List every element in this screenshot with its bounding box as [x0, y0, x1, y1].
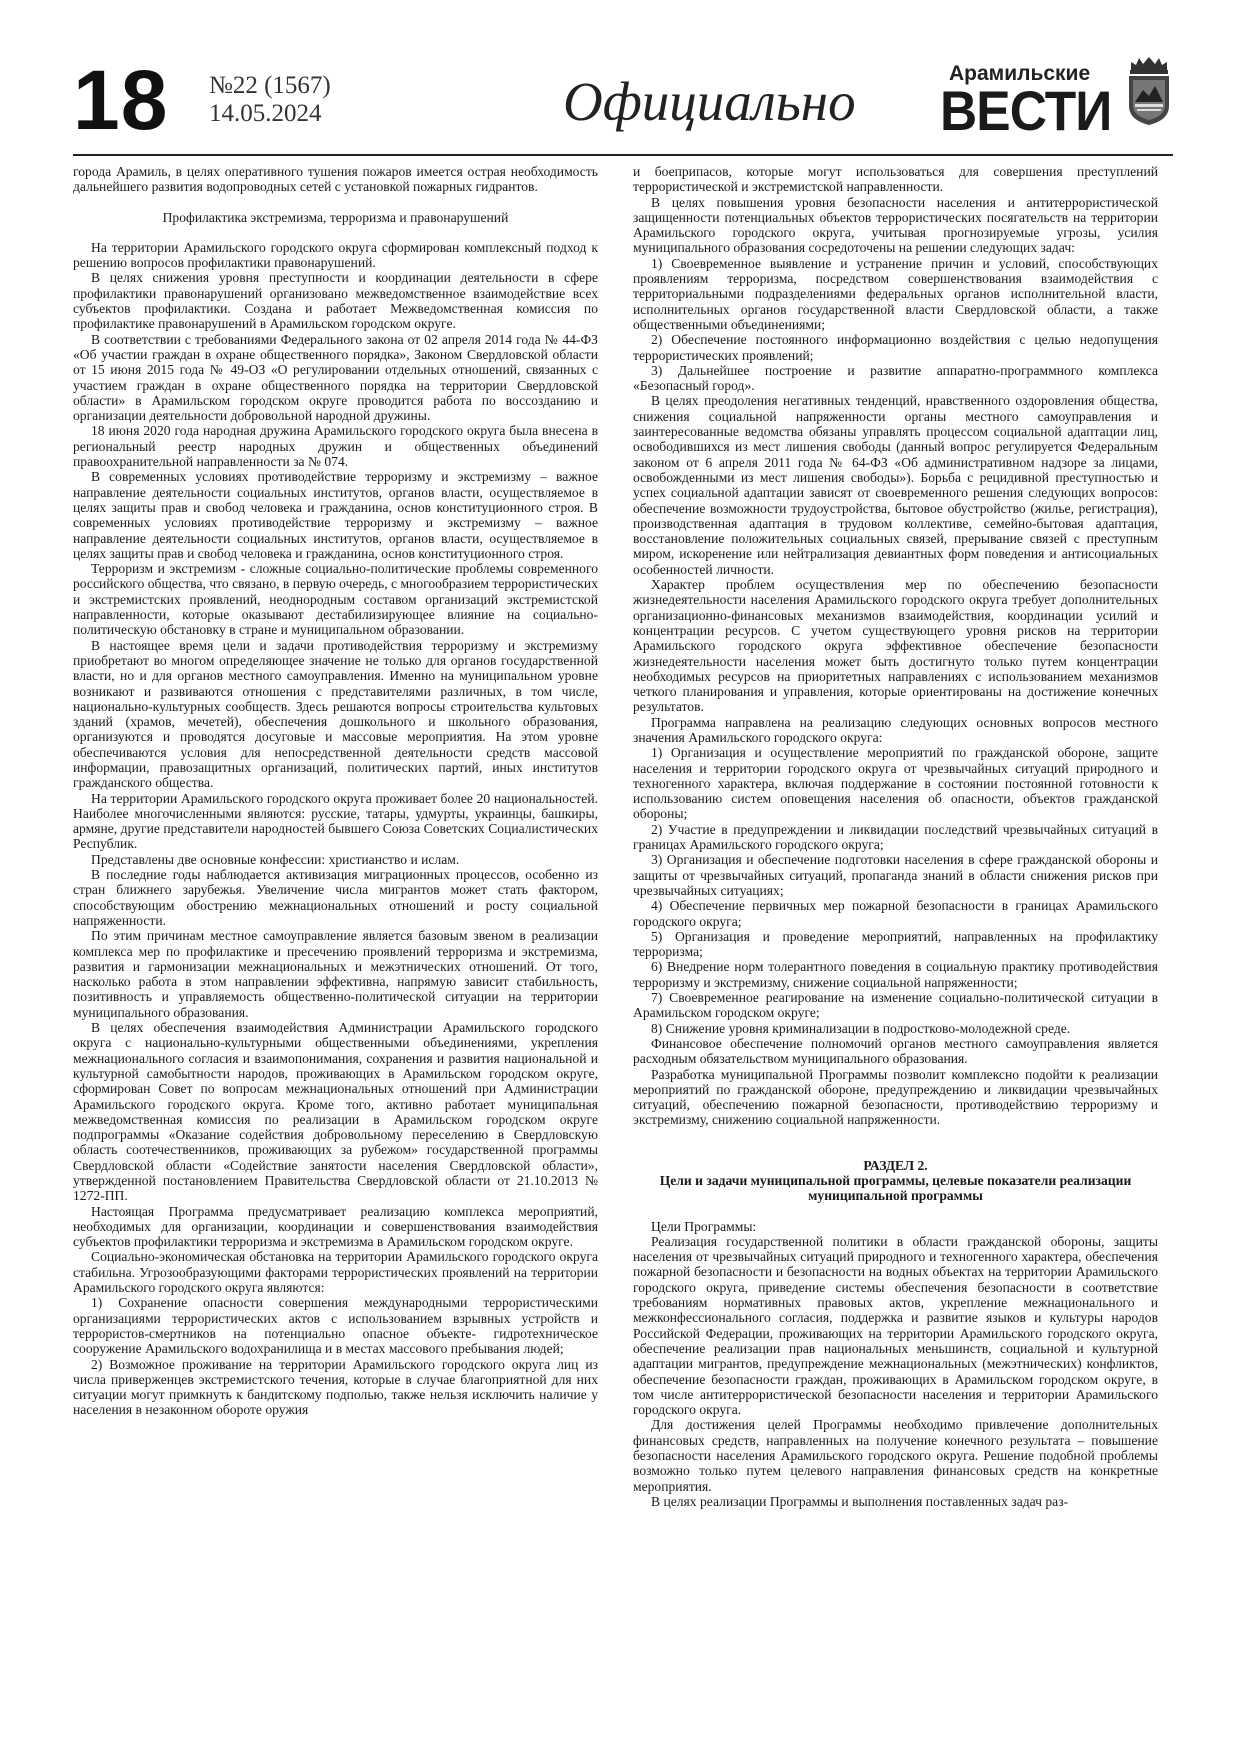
issue-number: №22 (1567): [209, 72, 331, 99]
paragraph: 8) Снижение уровня криминализации в подростково-молодежной среде.: [651, 1020, 1071, 1036]
paragraph: Социально-экономическая обстановка на территории Арамильского городского округа стабильна. Угрозообразующими факторами террористических проявлений на территории Арамильского городского округа являются:: [73, 1249, 598, 1296]
issue-date: 14.05.2024: [209, 100, 322, 127]
paragraph: 7) Своевременное реагирование на изменение социально-политической ситуации в Арамильском городском округе;: [633, 990, 1158, 1021]
left-intro: города Арамиль, в целях оперативного тушения пожаров имеется острая необходимость дальнейшего развития водопроводных сетей с установкой пожарных гидрантов.: [73, 164, 598, 195]
brand-top-line: Арамильские: [949, 62, 1091, 85]
paragraph: 5) Организация и проведение мероприятий, направленных на профилактику терроризма;: [633, 928, 1158, 960]
paragraph: В целях преодоления негативных тенденций, нравственного оздоровления общества, снижения социальной напряженности органы местного самоуправления и заинтересованные ведомства обязаны управлять процессом социальной адаптации лиц, освободившихся из мест лишения свободы (данный вопрос регулируется Федеральным законом от 6 апреля 2011 года № 64-ФЗ «Об административном надзоре за лицами, освобожденными из мест лишения свободы»). Борьба с рецидивной преступностью и успех социальной адаптации зависят от своевременного решения следующих вопросов: обеспечение возможности трудоустройства, бытовое обустройство (жилье, регистрация), производственная адаптация в трудовом коллективе, семейно-бытовая адаптация, восстановление положительных социальных связей, прерывание связей с преступным миром, искоренение или нейтрализация девиантных форм поведения и антисоциальных особенностей личности.: [633, 393, 1158, 577]
paragraph: В соответствии с требованиями Федерального закона от 02 апреля 2014 года № 44-ФЗ «Об участии граждан в охране общественного порядка», Законом Свердловской области от 15 июня 2015 года № 49-ОЗ «О регулировании отдельных отношений, связанных с участием граждан в охране общественного порядка на территории Свердловской области» в Арамильском городском округе проводится работа по воссозданию и организации деятельности добровольной народной дружины.: [73, 331, 598, 424]
paragraph: Программа направлена на реализацию следующих основных вопросов местного значения Арамильского городского округа:: [633, 714, 1158, 745]
paragraph: Настоящая Программа предусматривает реализацию комплекса мероприятий, необходимых для организации, координации и совершенствования взаимодействия субъектов профилактики терроризма и экстремизма в Арамильском городском округе.: [73, 1203, 598, 1250]
section-heading: Цели и задачи муниципальной программы, целевые показатели реализации муниципальной программы: [659, 1173, 1132, 1204]
paragraph: 18 июня 2020 года народная дружина Арамильского городского округа была внесена в региональный реестр народных дружин и общественных объединений правоохранительной направленности за № 074.: [73, 423, 598, 470]
paragraph: Представлены две основные конфессии: христианство и ислам.: [91, 851, 460, 867]
brand-name: ВЕСТИ: [940, 79, 1112, 142]
left-column: [73, 164, 598, 1418]
header-rule: [73, 154, 1173, 156]
paragraph: Для достижения целей Программы необходимо привлечение дополнительных финансовых средств, направленных на получение конечного результата – повышение безопасности населения Арамильского городского округа. Решение подобной проблемы возможно только путем целевого направления финансовых средств на конкретные мероприятия.: [633, 1417, 1158, 1494]
paragraph: На территории Арамильского городского округа сформирован комплексный подход к решению вопросов профилактики правонарушений.: [73, 239, 598, 271]
paragraph: В настоящее время цели и задачи противодействия терроризму и экстремизму приобретают во многом определяющее значение не только для органов государственной власти, но и для органов местного самоуправления. Именно на муниципальном уровне возникают и развиваются отношения с представителями различных, в том числе, национально-культурных сообществ. Здесь решаются вопросы строительства культовых зданий (храмов, мечетей), обеспечения дошкольного и школьного образования, организуются и проводятся досуговые и массовые мероприятия. На этом уровне обеспечиваются условия для непосредственной деятельности средств массовой информации, правозащитных организаций, политических партий, иных институтов гражданского общества.: [73, 637, 598, 791]
paragraph: 2) Возможное проживание на территории Арамильского городского округа лиц из числа приверженцев экстремистского течения, которые в случае благоприятной для них ситуации могут примкнуть к бандитскому подполью, также нельзя исключить наличие у населения в незаконном обороте оружия: [73, 1356, 598, 1418]
paragraph: 2) Участие в предупреждении и ликвидации последствий чрезвычайных ситуаций в границах Арамильского городского округа;: [633, 821, 1158, 853]
paragraph: В целях обеспечения взаимодействия Администрации Арамильского городского округа с национально-культурными общественными объединениями, укрепления межнационального согласия и взаимопонимания, сохранения и развития национальной и культурной самобытности народов, проживающих в Арамильском городском округе, сформирован Совет по вопросам межнациональных отношений при Администрации Арамильского городского округа. Кроме того, активно работает муниципальная межведомственная комиссия по реализации в Арамильском городском округе подпрограммы «Оказание содействия добровольному переселению в Свердловскую область соотечественников, проживающих за рубежом» государственной программы Свердловской области «Содействие занятости населения Свердловской области», утвержденной постановлением Правительства Свердловской области от 21.10.2013 № 1272-ПП.: [73, 1020, 598, 1204]
paragraph: Цели Программы:: [651, 1218, 757, 1234]
paragraph: В последние годы наблюдается активизация миграционных процессов, особенно из стран ближнего зарубежья. Увеличение числа мигрантов может стать фактором, способствующим обострению межнациональных отношений и росту социальной напряженности.: [73, 867, 598, 928]
paragraph: По этим причинам местное самоуправление является базовым звеном в реализации комплекса мер по профилактике и пресечению проявлений терроризма и экстремизма, развития и гармонизации межнациональных и межэтнических отношений. От того, насколько работа в этом направлении эффективна, напрямую зависит стабильность, позитивность и управляемость общественно-политической ситуации на территории муниципального образования.: [73, 928, 598, 1020]
section-number: РАЗДЕЛ 2.: [863, 1157, 928, 1173]
paragraph: Терроризм и экстремизм - сложные социально-политические проблемы современного российского общества, что связано, в первую очередь, с многообразием террористических и экстремистских проявлений, неоднородным составом организаций экстремистской направленности, которые оказывают дестабилизирующее влияние на социально-политическую обстановку в стране и муниципальном образовании.: [73, 561, 598, 638]
paragraph: В целях реализации Программы и выполнения поставленных задач раз-: [651, 1493, 1069, 1509]
section-title: Официально: [563, 71, 856, 132]
paragraph: Характер проблем осуществления мер по обеспечению безопасности жизнедеятельности населения Арамильского городского округа требует дополнительных организационно-финансовых механизмов взаимодействия, координации усилий и концентрации ресурсов. С учетом существующего уровня рисков на территории Арамильского городского округа эффективное обеспечение безопасности жизнедеятельности населения может быть достигнуто только путем концентрации необходимых ресурсов на приоритетных направлениях с использованием механизмов четкого планирования и управления, которые ориентированы на достижение конечных результатов.: [633, 577, 1158, 715]
paragraph: 2) Обеспечение постоянного информационно воздействия с целью недопущения террористических проявлений;: [633, 332, 1158, 363]
right-intro: и боеприпасов, которые могут использоваться для совершения преступлений террористической и экстремистской направленности.: [633, 164, 1158, 195]
paragraph: В целях снижения уровня преступности и координации деятельности в сфере профилактики правонарушений организовано межведомственное взаимодействие всех субъектов профилактики. Создана и работает Межведомственная комиссия по профилактике правонарушений в Арамильском городском округе.: [73, 270, 598, 332]
paragraph: 1) Сохранение опасности совершения международными террористическими организациями террористических актов с использованием взрывных устройств и террористов-смертников на потенциально опасное объекте- гидротехническое сооружение Арамильского водохранилища и в местах массового пребывания людей;: [73, 1295, 598, 1357]
paragraph: Финансовое обеспечение полномочий органов местного самоуправления является расходным обязательством муниципального образования.: [633, 1035, 1158, 1067]
masthead: [73, 53, 1173, 156]
paragraph: Реализация государственной политики в области гражданской обороны, защиты населения от чрезвычайных ситуаций природного и техногенного характера, обеспечения пожарной безопасности и безопасности на водных объектах на территории Арамильского городского округа, приведение системы обеспечения безопасности в соответствие требованиям нормативных правовых актов, укрепление межнационального и межконфессионального согласия, поддержка и развитие языков и культуры народов Российской Федерации, проживающих на территории Арамильского городского округа, обеспечение реализации прав национальных меньшинств, социальной и культурной адаптации мигрантов, предупреждение межнациональных (межэтнических) конфликтов, обеспечение безопасности граждан, проживающих в Арамильском городском округе, в том числе антитеррористической безопасности населения и территории Арамильского городского округа.: [633, 1233, 1158, 1418]
paragraph: 6) Внедрение норм толерантного поведения в социальную практику противодействия терроризму и экстремизму, снижение социальной напряженности;: [633, 959, 1158, 990]
right-column: [633, 164, 1158, 1509]
subheading: Профилактика экстремизма, терроризма и правонарушений: [162, 209, 509, 225]
paragraph: 3) Дальнейшее построение и развитие аппаратно-программного комплекса «Безопасный город».: [633, 362, 1158, 394]
paragraph: В современных условиях противодействие терроризму и экстремизму – важное направление деятельности социальных институтов, органов власти, осуществляемое в целях защиты прав и свобод человека и гражданина, основ конституционного строя. В современных условиях противодействие терроризму и экстремизму – важное направление деятельности социальных институтов, органов власти, осуществляемое в целях защиты прав и свобод человека и гражданина, основ конституционного строя.: [73, 469, 598, 561]
paragraph: Разработка муниципальной Программы позволит комплексно подойти к реализации мероприятий по гражданской обороне, предупреждению и ликвидации чрезвычайных ситуаций, обеспечению пожарной безопасности, противодействию терроризму и экстремизму, снижению социальной напряженности.: [633, 1066, 1158, 1128]
paragraph: 3) Организация и обеспечение подготовки населения в сфере гражданской обороны и защиты от чрезвычайных ситуаций, пропаганда знаний в области снижения рисков при чрезвычайных ситуациях;: [633, 852, 1158, 898]
paragraph: 1) Своевременное выявление и устранение причин и условий, способствующих проявлениям терроризма, посредством совершенствования взаимодействия с территориальными подразделениями федеральных органов исполнительной власти, исполнительных органов государственной власти Свердловской области, а также общественными объединениями;: [633, 255, 1158, 332]
page-number: 18: [73, 53, 169, 147]
paragraph: На территории Арамильского городского округа проживает более 20 национальностей. Наиболее многочисленными являются: русские, татары, удмурты, украинцы, башкиры, армяне, другие представители народностей бывшего Союза Советских Социалистических Республик.: [73, 790, 598, 852]
paragraph: 1) Организация и осуществление мероприятий по гражданской обороне, защите населения и территории городского округа от чрезвычайных ситуаций природного и техногенного характера, включая поддержание в состоянии постоянной готовности к использованию систем оповещения населения об опасности, объектов гражданской обороны;: [633, 745, 1158, 822]
paragraph: В целях повышения уровня безопасности населения и антитеррористической защищенности потенциальных объектов террористических посягательств на территории Арамильского городского округа, учитывая прогнозируемые угрозы, усилия муниципального образования сосредоточены на решении следующих задач:: [633, 194, 1158, 256]
coat-of-arms-icon: [1125, 56, 1173, 126]
paragraph: 4) Обеспечение первичных мер пожарной безопасности в границах Арамильского городского округа;: [633, 898, 1158, 929]
